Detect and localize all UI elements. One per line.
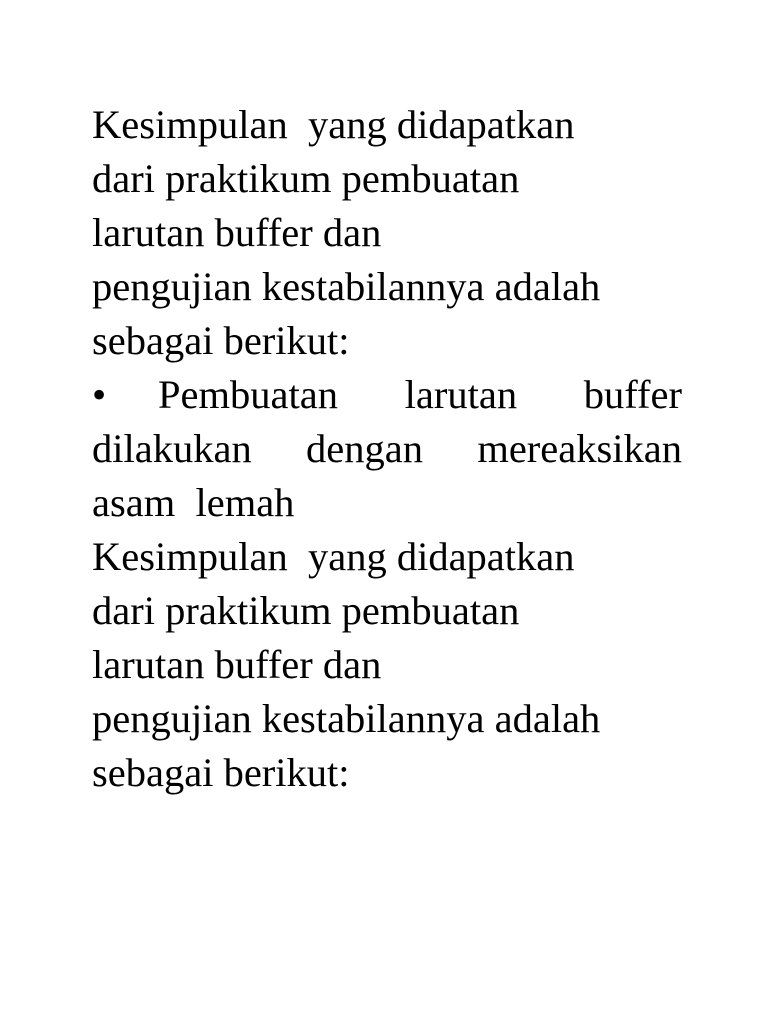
paragraph-line: larutan buffer dan <box>92 210 382 255</box>
paragraph-line: Kesimpulan yang didapatkan <box>92 102 575 147</box>
paragraph-line: pengujian kestabilannya adalah <box>92 264 601 309</box>
bullet-word: buffer <box>583 372 682 417</box>
bullet-word: Pembuatan <box>158 372 338 417</box>
bullet-third-line: asam lemah <box>92 480 295 525</box>
bullet-word: dengan <box>306 426 423 471</box>
paragraph-line: dari praktikum pembuatan <box>92 588 520 633</box>
conclusion-paragraph-repeat <box>92 530 682 800</box>
paragraph-line: pengujian kestabilannya adalah <box>92 696 601 741</box>
paragraph-line: larutan buffer dan <box>92 642 382 687</box>
bullet-word: dilakukan <box>92 426 252 471</box>
bullet-icon: • <box>92 372 107 417</box>
paragraph-line: sebagai berikut: <box>92 318 350 363</box>
paragraph-line: Kesimpulan yang didapatkan <box>92 534 575 579</box>
bullet-list-item <box>92 368 682 422</box>
bullet-first-line <box>158 368 682 422</box>
bullet-word: mereaksikan <box>477 426 682 471</box>
bullet-second-line <box>92 422 682 476</box>
paragraph-line: sebagai berikut: <box>92 750 350 795</box>
paragraph-line: dari praktikum pembuatan <box>92 156 520 201</box>
conclusion-paragraph <box>92 98 682 530</box>
bullet-word: larutan <box>404 372 518 417</box>
